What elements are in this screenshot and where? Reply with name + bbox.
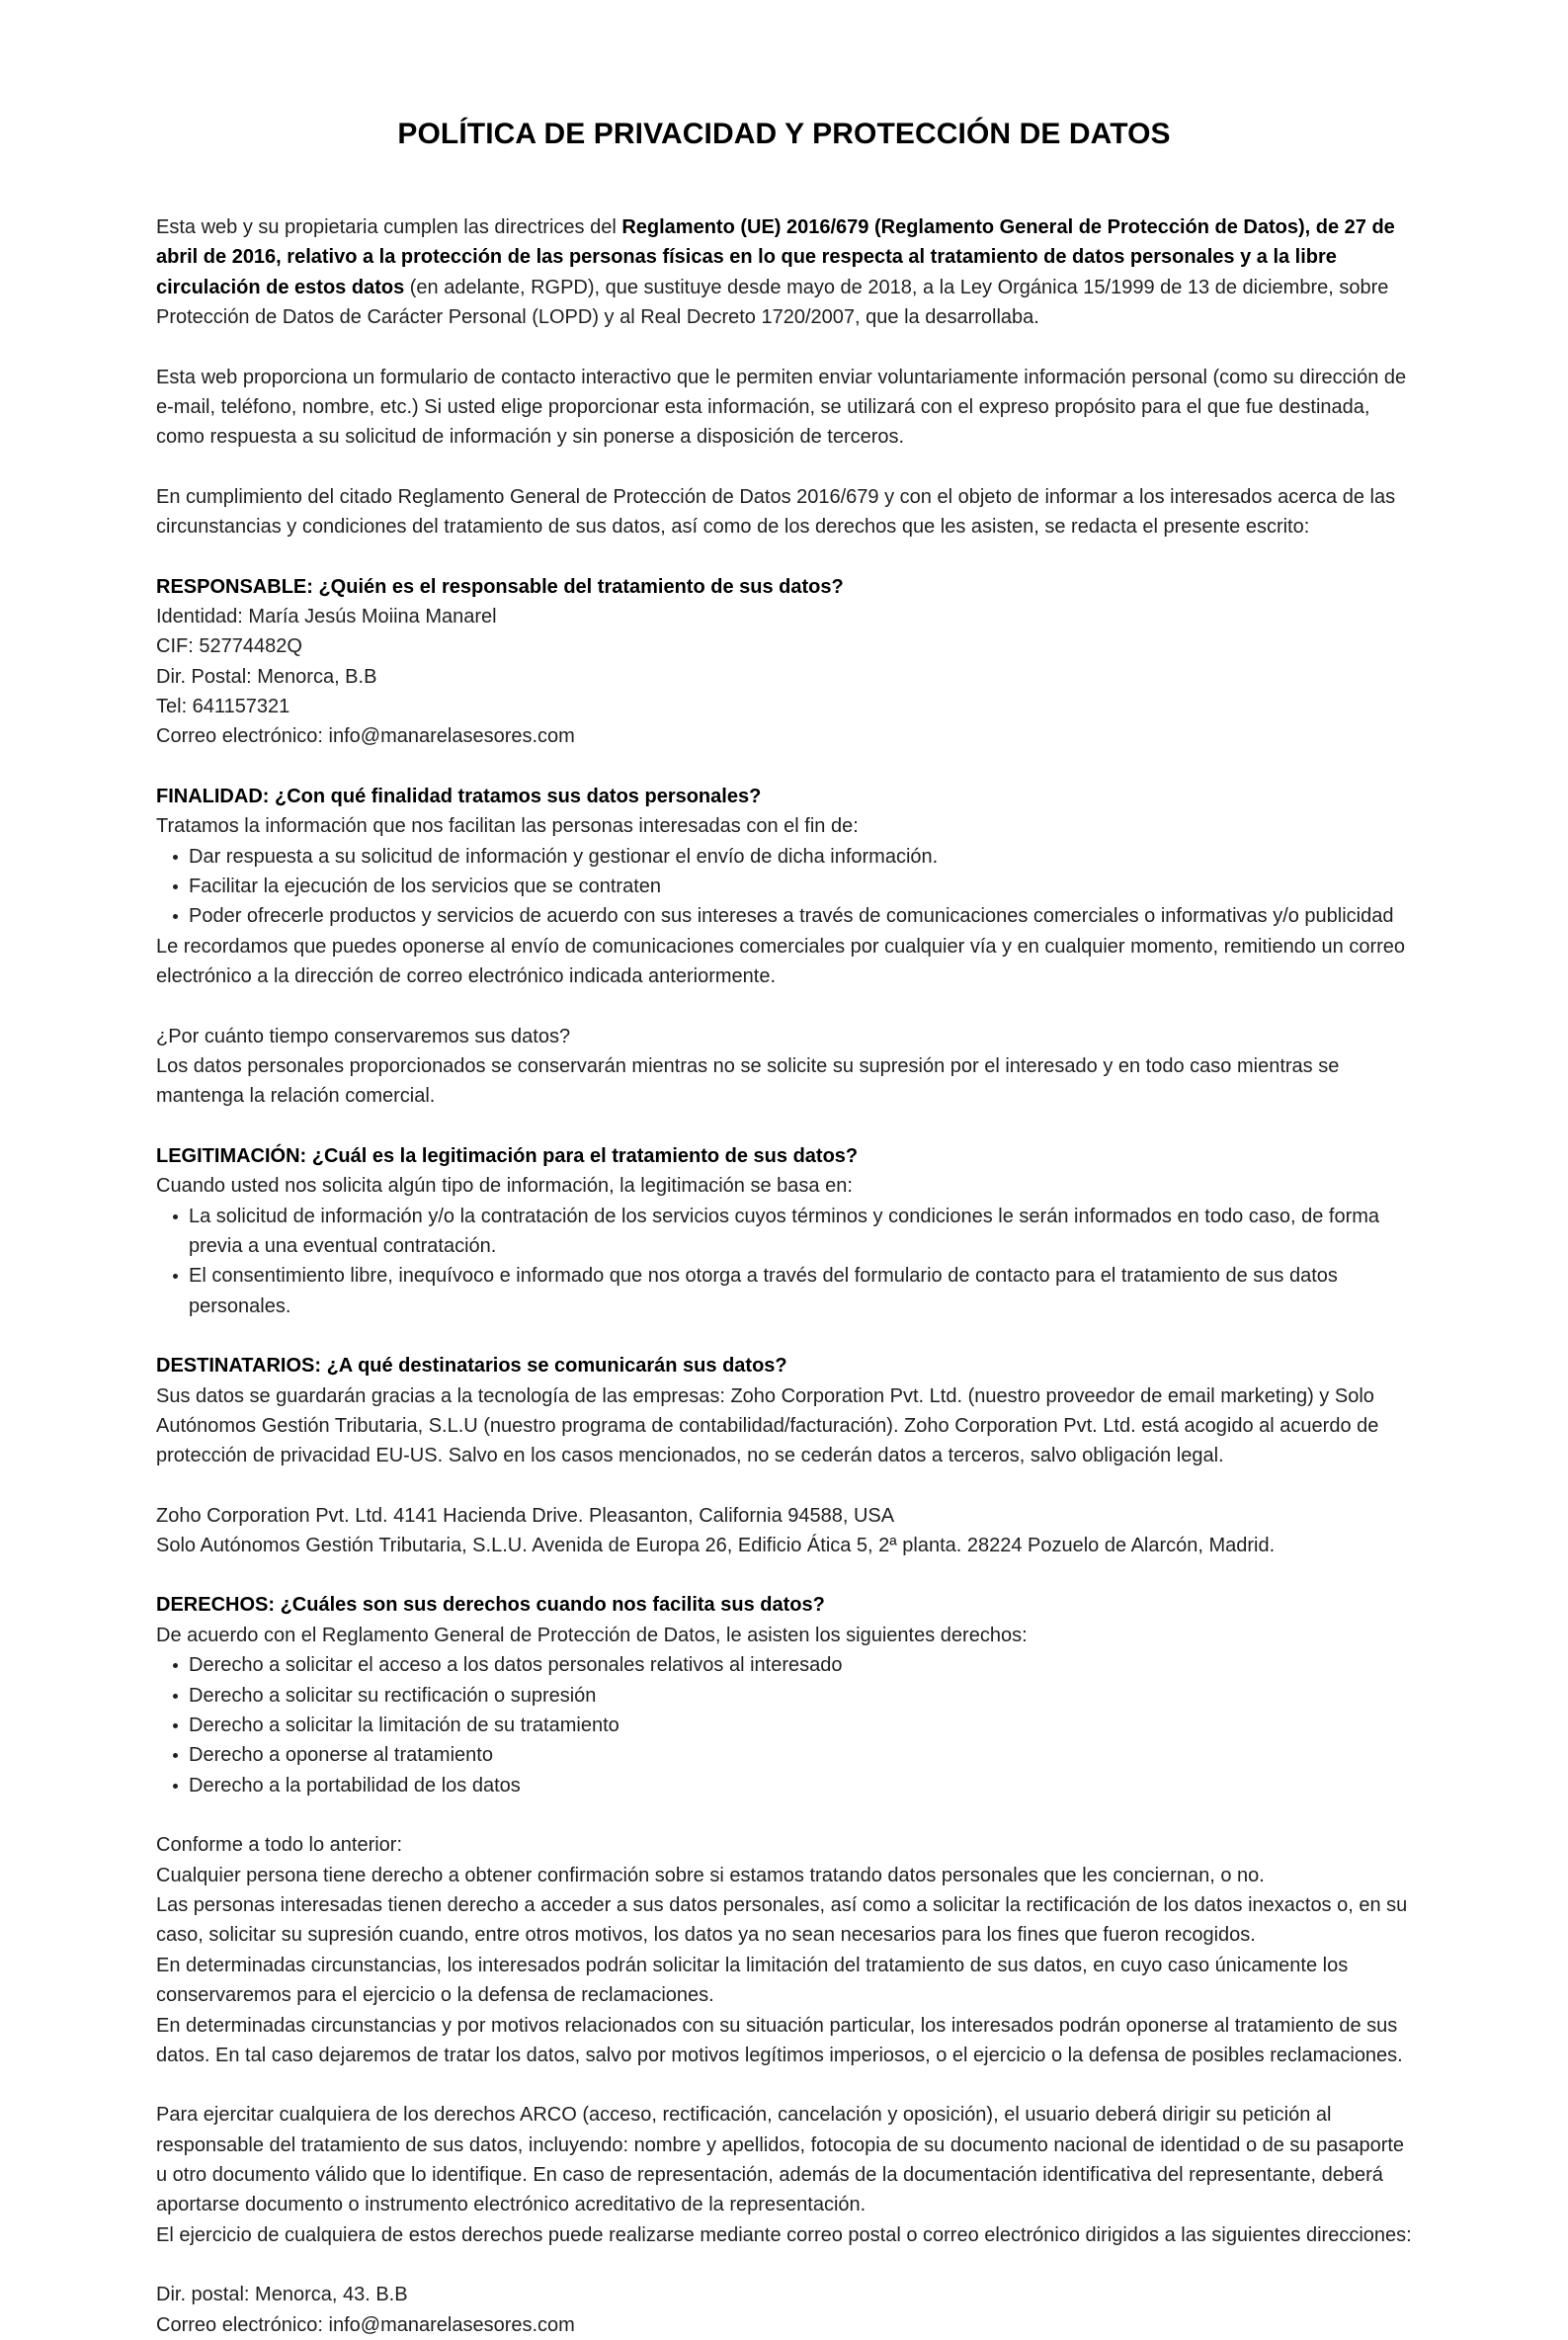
section-heading-destinatarios: DESTINATARIOS: ¿A qué destinatarios se comunicarán sus datos? — [156, 1355, 787, 1378]
contacto-final-direccion: Dir. postal: Menorca, 43. B.B — [156, 2284, 408, 2306]
list-item: La solicitud de información y/o la contratación de los servicios cuyos términos y condiciones le serán informados en todo caso, de forma previa a una eventual contratación. — [156, 1202, 1413, 1262]
spacer — [156, 543, 1413, 572]
section-heading-finalidad: FINALIDAD: ¿Con qué finalidad tratamos sus datos personales? — [156, 785, 762, 807]
destinatarios-body: Sus datos se guardarán gracias a la tecnología de las empresas: Zoho Corporation Pvt. Ltd. (nuestro proveedor de email marketing) y Solo Autónomos Gestión Tributaria, S.L.U (nuestro programa de contabilidad/facturación). Zoho Corporation Pvt. Ltd. está acogido al acuerdo de protección de privacidad EU-US. Salvo en los casos mencionados, no se cederán datos a terceros, salvo obligación legal. — [156, 1384, 1379, 1467]
conservacion-question: ¿Por cuánto tiempo conservaremos sus datos? — [156, 1025, 571, 1047]
list-item: Derecho a solicitar la limitación de su tratamiento — [156, 1711, 1413, 1740]
responsable-correo-electronico: Correo electrónico: info@manarelasesores.com — [156, 725, 575, 748]
list-item: Facilitar la ejecución de los servicios que se contraten — [156, 872, 1413, 901]
responsable-identidad: Identidad: María Jesús Moiina Manarel — [156, 605, 497, 627]
spacer — [156, 1560, 1413, 1590]
spacer — [156, 752, 1413, 782]
conforme-heading: Conforme a todo lo anterior: — [156, 1834, 403, 1857]
intro-paragraph-2: Esta web proporciona un formulario de contacto interactivo que le permiten enviar voluntariamente información personal (como su dirección de e-mail, teléfono, nombre, etc.) Si usted elige proporcionar esta información, se utilizará con el expreso propósito para el que fue destinada, como respuesta a su solicitud de información y sin ponerse a disposición de terceros. — [156, 366, 1407, 449]
intro-paragraph-3: En cumplimiento del citado Reglamento General de Protección de Datos 2016/679 y con el objeto de informar a los interesados acerca de las circunstancias y condiciones del tratamiento de sus datos, así como de los derechos que les asisten, se redacta el presente escrito: — [156, 485, 1396, 539]
intro-p1-pre: Esta web y su propietaria cumplen las directrices del — [156, 216, 622, 238]
list-item: Derecho a la portabilidad de los datos — [156, 1771, 1413, 1800]
responsable-direccion-postal: Dir. Postal: Menorca, B.B — [156, 665, 377, 688]
finalidad-bullet-list — [156, 842, 1413, 932]
conforme-line-2: Las personas interesadas tienen derecho a acceder a sus datos personales, así como a solicitar la rectificación de los datos inexactos o, en su caso, solicitar su supresión cuando, entre otros motivos, los datos ya no sean necesarios para los fines que fueron recogidos. — [156, 1893, 1408, 1947]
list-item: Poder ofrecerle productos y servicios de acuerdo con sus intereses a través de comunicaciones comerciales o informativas y/o publicidad — [156, 901, 1413, 931]
list-item: Derecho a solicitar el acceso a los datos personales relativos al interesado — [156, 1650, 1413, 1680]
responsable-cif: CIF: 52774482Q — [156, 635, 302, 658]
destinatarios-address-solo-autonomos: Solo Autónomos Gestión Tributaria, S.L.U. Avenida de Europa 26, Edificio Ática 5, 2ª planta. 28224 Pozuelo de Alarcón, Madrid. — [156, 1535, 1276, 1557]
conforme-line-3: En determinadas circunstancias, los interesados podrán solicitar la limitación del tratamiento de sus datos, en cuyo caso únicamente los conservaremos para el ejercicio o la defensa de reclamaciones. — [156, 1954, 1349, 2007]
intro-p1-bold: Reglamento (UE) 2016/679 (Reglamento General de Protección de Datos), de 27 de abril de 2016, relativo a la protección de las personas físicas en lo que respecta al tratamiento de datos personales y a la libre circulación de estos datos — [156, 216, 1395, 298]
spacer — [156, 453, 1413, 482]
page-title: POLÍTICA DE PRIVACIDAD Y PROTECCIÓN DE DATOS — [397, 118, 1171, 150]
list-item: Derecho a oponerse al tratamiento — [156, 1740, 1413, 1770]
responsable-telefono: Tel: 641157321 — [156, 696, 290, 718]
arco-closing: El ejercicio de cualquiera de estos derechos puede realizarse mediante correo postal o correo electrónico dirigidos a las siguientes direcciones: — [156, 2223, 1412, 2246]
intro-paragraph-1 — [156, 212, 1413, 333]
spacer — [156, 1471, 1413, 1501]
section-heading-derechos: DERECHOS: ¿Cuáles son sus derechos cuando nos facilita sus datos? — [156, 1594, 825, 1617]
spacer — [156, 2070, 1413, 2100]
conforme-line-1: Cualquier persona tiene derecho a obtener confirmación sobre si estamos tratando datos personales que les conciernan, o no. — [156, 1864, 1265, 1886]
spacer — [156, 333, 1413, 363]
intro-p1-post: (en adelante, RGPD), que sustituye desde mayo de 2018, a la Ley Orgánica 15/1999 de 13 de diciembre, sobre Protección de Datos de Carácter Personal (LOPD) y al Real Decreto 1720/2007, que la desarrollaba. — [156, 276, 1389, 329]
contacto-final-correo: Correo electrónico: info@manarelasesores.com — [156, 2313, 575, 2336]
document-body — [0, 152, 1568, 2340]
legitimacion-bullet-list — [156, 1202, 1413, 1322]
section-heading-legitimacion: LEGITIMACIÓN: ¿Cuál es la legitimación para el tratamiento de sus datos? — [156, 1144, 859, 1167]
arco-paragraph: Para ejercitar cualquiera de los derechos ARCO (acceso, rectificación, cancelación y oposición), el usuario deberá dirigir su petición al responsable del tratamiento de sus datos, incluyendo: nombre y apellidos, fotocopia de su documento nacional de identidad o de su pasaporte u otro documento válido que lo identifique. En caso de representación, además de la documentación identificativa del representante, deberá aportarse documento o instrumento electrónico acreditativo de la representación. — [156, 2104, 1405, 2216]
destinatarios-address-zoho: Zoho Corporation Pvt. Ltd. 4141 Hacienda Drive. Pleasanton, California 94588, USA — [156, 1504, 895, 1527]
spacer — [156, 2250, 1413, 2280]
spacer — [156, 152, 1413, 212]
spacer — [156, 1112, 1413, 1141]
finalidad-closing: Le recordamos que puedes oponerse al envío de comunicaciones comerciales por cualquier vía y en cualquier momento, remitiendo un correo electrónico a la dirección de correo electrónico indicada anteriormente. — [156, 935, 1406, 988]
section-heading-responsable: RESPONSABLE: ¿Quién es el responsable del tratamiento de sus datos? — [156, 575, 844, 598]
spacer — [156, 1800, 1413, 1830]
list-item: Dar respuesta a su solicitud de información y gestionar el envío de dicha información. — [156, 842, 1413, 872]
conforme-line-4: En determinadas circunstancias y por motivos relacionados con su situación particular, los interesados podrán oponerse al tratamiento de sus datos. En tal caso dejaremos de tratar los datos, salvo por motivos legítimos imperiosos, o el ejercicio o la defensa de posibles reclamaciones. — [156, 2014, 1403, 2066]
list-item: El consentimiento libre, inequívoco e informado que nos otorga a través del formulario de contacto para el tratamiento de sus datos personales. — [156, 1261, 1413, 1321]
derechos-intro: De acuerdo con el Reglamento General de Protección de Datos, le asisten los siguientes derechos: — [156, 1624, 1028, 1646]
conservacion-answer: Los datos personales proporcionados se conservarán mientras no se solicite su supresión por el interesado y en todo caso mientras se mantenga la relación comercial. — [156, 1054, 1340, 1108]
legitimacion-intro: Cuando usted nos solicita algún tipo de información, la legitimación se basa en: — [156, 1175, 853, 1198]
spacer — [156, 1321, 1413, 1351]
spacer — [156, 992, 1413, 1022]
finalidad-intro: Tratamos la información que nos facilitan las personas interesadas con el fin de: — [156, 815, 859, 838]
list-item: Derecho a solicitar su rectificación o supresión — [156, 1681, 1413, 1711]
derechos-bullet-list — [156, 1650, 1413, 1800]
